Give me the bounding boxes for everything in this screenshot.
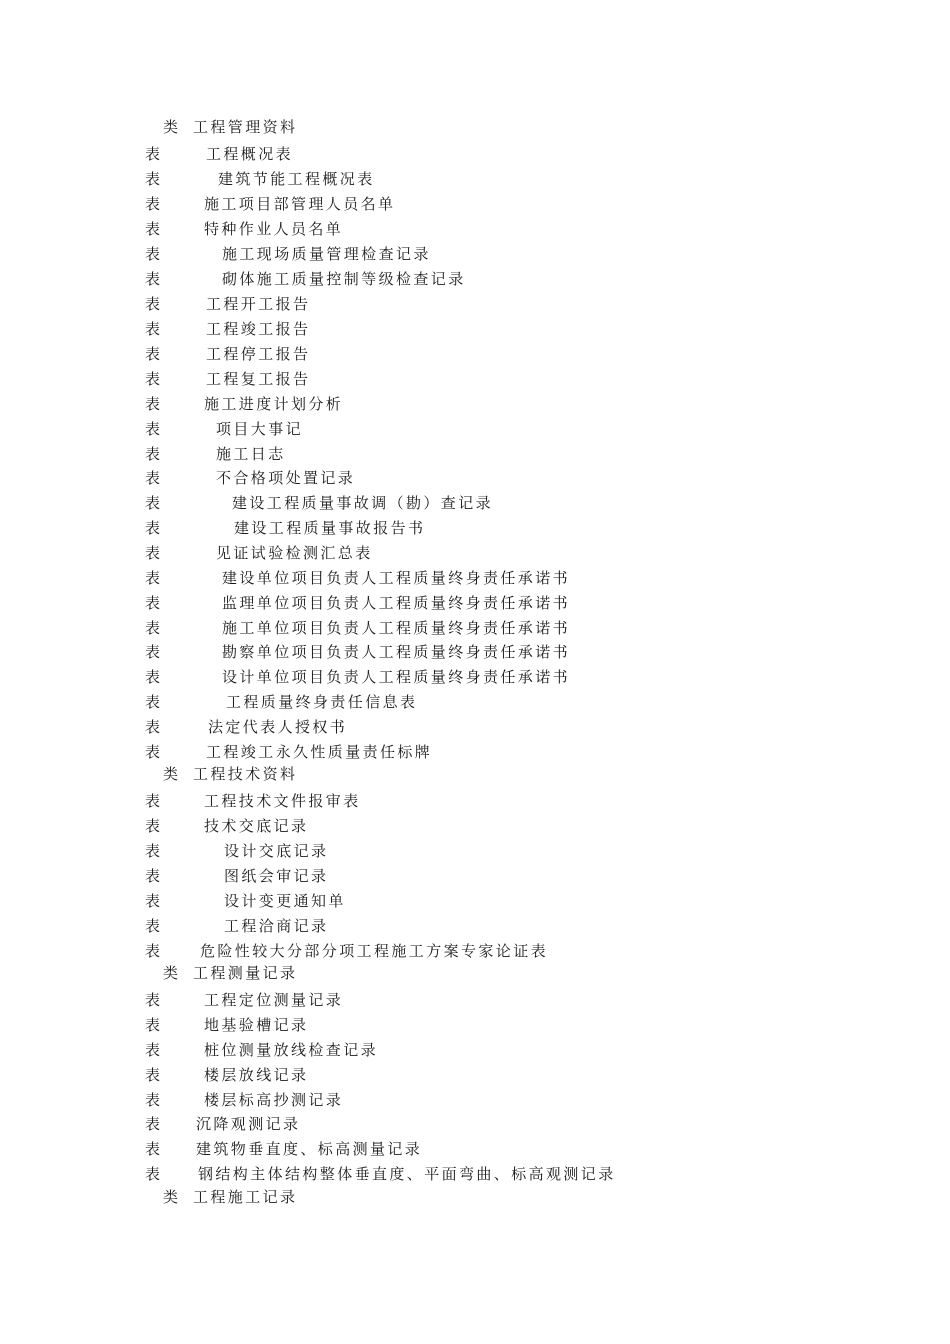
table-title: 建筑节能工程概况表 xyxy=(218,170,375,188)
table-marker: 表 xyxy=(145,619,163,637)
table-marker: 表 xyxy=(145,370,163,388)
table-title: 特种作业人员名单 xyxy=(204,220,344,238)
table-title: 施工日志 xyxy=(216,445,286,463)
table-title: 设计单位项目负责人工程质量终身责任承诺书 xyxy=(222,668,571,686)
table-marker: 表 xyxy=(145,469,163,487)
table-title: 法定代表人授权书 xyxy=(208,718,348,736)
table-marker: 表 xyxy=(145,270,163,288)
category-marker: 类 xyxy=(163,964,181,982)
table-marker: 表 xyxy=(145,1066,163,1084)
table-marker: 表 xyxy=(145,345,163,363)
table-marker: 表 xyxy=(145,220,163,238)
table-marker: 表 xyxy=(145,320,163,338)
table-marker: 表 xyxy=(145,594,163,612)
table-title: 建筑物垂直度、标高测量记录 xyxy=(196,1140,423,1158)
table-title: 楼层标高抄测记录 xyxy=(204,1091,344,1109)
table-marker: 表 xyxy=(145,145,163,163)
category-title: 工程测量记录 xyxy=(193,964,298,982)
category-title: 工程施工记录 xyxy=(193,1188,298,1206)
table-marker: 表 xyxy=(145,1091,163,1109)
table-marker: 表 xyxy=(145,668,163,686)
table-marker: 表 xyxy=(145,1041,163,1059)
table-title: 桩位测量放线检查记录 xyxy=(204,1041,379,1059)
category-marker: 类 xyxy=(163,765,181,783)
table-title: 工程质量终身责任信息表 xyxy=(226,693,418,711)
table-title: 沉降观测记录 xyxy=(196,1115,301,1133)
table-marker: 表 xyxy=(145,1016,163,1034)
table-marker: 表 xyxy=(145,195,163,213)
table-title: 勘察单位项目负责人工程质量终身责任承诺书 xyxy=(222,643,571,661)
table-title: 项目大事记 xyxy=(216,420,304,438)
table-title: 地基验槽记录 xyxy=(204,1016,309,1034)
table-title: 不合格项处置记录 xyxy=(216,469,356,487)
table-marker: 表 xyxy=(145,917,163,935)
table-title: 见证试验检测汇总表 xyxy=(216,544,373,562)
table-marker: 表 xyxy=(145,245,163,263)
table-title: 危险性较大分部分项工程施工方案专家论证表 xyxy=(200,942,549,960)
table-title: 图纸会审记录 xyxy=(224,867,329,885)
category-title: 工程管理资料 xyxy=(193,118,298,136)
table-title: 建设工程质量事故调（勘）查记录 xyxy=(232,494,494,512)
table-title: 施工单位项目负责人工程质量终身责任承诺书 xyxy=(222,619,571,637)
table-marker: 表 xyxy=(145,892,163,910)
table-title: 监理单位项目负责人工程质量终身责任承诺书 xyxy=(222,594,571,612)
table-title: 工程定位测量记录 xyxy=(204,991,344,1009)
table-title: 建设单位项目负责人工程质量终身责任承诺书 xyxy=(222,569,571,587)
table-marker: 表 xyxy=(145,743,163,761)
category-marker: 类 xyxy=(163,118,181,136)
table-marker: 表 xyxy=(145,420,163,438)
table-title: 设计交底记录 xyxy=(224,842,329,860)
category-title: 工程技术资料 xyxy=(193,765,298,783)
table-title: 砌体施工质量控制等级检查记录 xyxy=(222,270,466,288)
table-title: 钢结构主体结构整体垂直度、平面弯曲、标高观测记录 xyxy=(198,1165,616,1183)
table-marker: 表 xyxy=(145,544,163,562)
table-marker: 表 xyxy=(145,295,163,313)
table-marker: 表 xyxy=(145,569,163,587)
table-title: 工程洽商记录 xyxy=(224,917,329,935)
table-title: 工程停工报告 xyxy=(206,345,311,363)
table-title: 楼层放线记录 xyxy=(204,1066,309,1084)
category-marker: 类 xyxy=(163,1188,181,1206)
table-title: 工程概况表 xyxy=(206,145,294,163)
table-title: 施工项目部管理人员名单 xyxy=(204,195,396,213)
table-marker: 表 xyxy=(145,792,163,810)
table-marker: 表 xyxy=(145,1165,163,1183)
table-marker: 表 xyxy=(145,1115,163,1133)
table-title: 工程开工报告 xyxy=(206,295,311,313)
table-title: 工程竣工永久性质量责任标牌 xyxy=(206,743,433,761)
table-title: 技术交底记录 xyxy=(204,817,309,835)
table-marker: 表 xyxy=(145,942,163,960)
table-marker: 表 xyxy=(145,170,163,188)
table-title: 工程复工报告 xyxy=(206,370,311,388)
table-marker: 表 xyxy=(145,817,163,835)
table-title: 施工现场质量管理检查记录 xyxy=(222,245,431,263)
table-marker: 表 xyxy=(145,842,163,860)
table-title: 建设工程质量事故报告书 xyxy=(234,519,426,537)
table-title: 工程技术文件报审表 xyxy=(204,792,361,810)
table-title: 施工进度计划分析 xyxy=(204,395,344,413)
table-marker: 表 xyxy=(145,395,163,413)
table-marker: 表 xyxy=(145,718,163,736)
table-marker: 表 xyxy=(145,519,163,537)
table-marker: 表 xyxy=(145,445,163,463)
table-marker: 表 xyxy=(145,867,163,885)
table-marker: 表 xyxy=(145,1140,163,1158)
table-title: 设计变更通知单 xyxy=(224,892,346,910)
table-marker: 表 xyxy=(145,693,163,711)
table-marker: 表 xyxy=(145,643,163,661)
table-marker: 表 xyxy=(145,494,163,512)
table-marker: 表 xyxy=(145,991,163,1009)
table-title: 工程竣工报告 xyxy=(206,320,311,338)
